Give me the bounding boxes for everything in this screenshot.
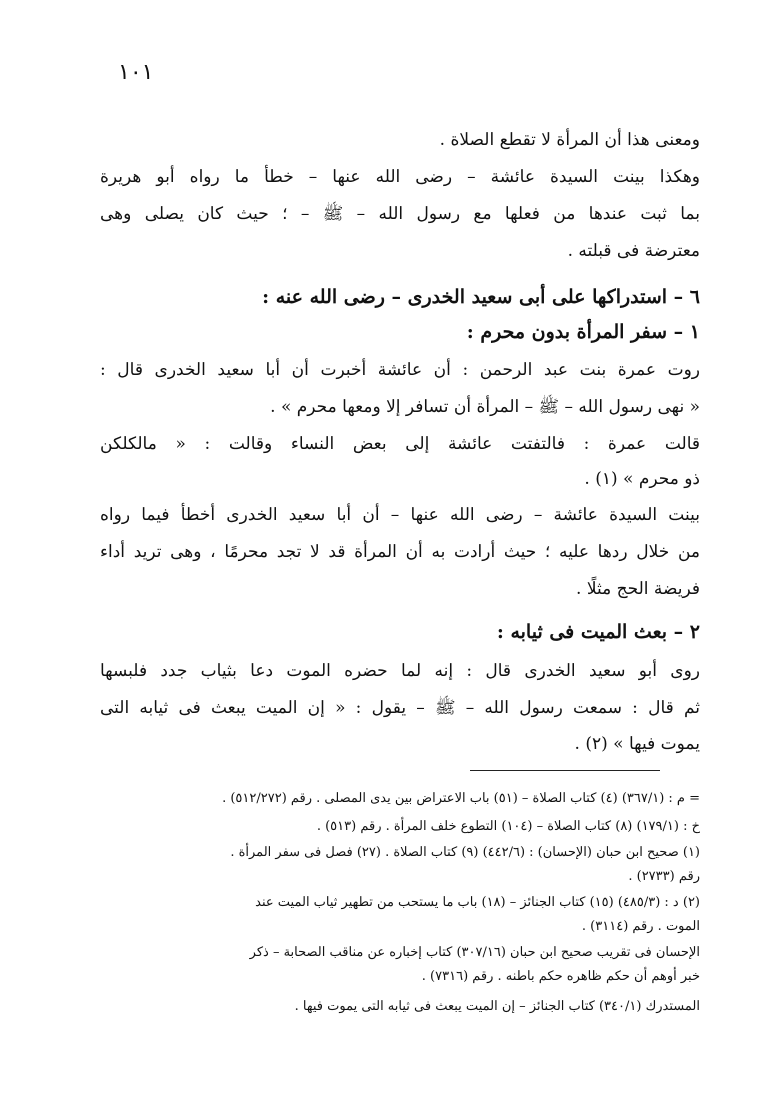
- footnote-line: خبر أوهم أن حكم ظاهره حكم باطنه . رقم (٧٣١٦) .: [421, 969, 700, 984]
- body-line: ذو محرم » (١) .: [584, 469, 700, 489]
- body-line: ومعنى هذا أن المرأة لا تقطع الصلاة .: [439, 130, 700, 150]
- subsection-heading: ٢ – بعث الميت فى ثيابه :: [496, 621, 700, 643]
- subsection-heading: ١ – سفر المرأة بدون محرم :: [466, 321, 700, 343]
- footnote-line: خ : (١٧٩/١) (٨) كتاب الصلاة – (١٠٤) التطوع خلف المرأة . رقم (٥١٣) .: [316, 819, 700, 834]
- section-heading: ٦ – استدراكها على أبى سعيد الخدرى – رضى الله عنه :: [262, 286, 700, 308]
- body-line: من خلال ردها عليه ؛ حيث أرادت به أن المرأة قد لا تجد محرمًا ، وهى تريد أداء: [100, 542, 700, 562]
- body-line: فريضة الحج مثلًا .: [576, 579, 700, 599]
- footnote-line: = م : (٣٦٧/١) (٤) كتاب الصلاة – (٥١) باب الاعتراض بين يدى المصلى . رقم (٥١٢/٢٧٢) .: [222, 791, 700, 806]
- footnote-line: المستدرك (٣٤٠/١) كتاب الجنائز – إن الميت يبعث فى ثيابه التى يموت فيها .: [294, 999, 700, 1014]
- footnote-line: الموت . رقم (٣١١٤) .: [581, 919, 700, 934]
- body-line: معترضة فى قبلته .: [567, 241, 700, 261]
- body-line: ثم قال : سمعت رسول الله – ﷺ – يقول : « إن الميت يبعث فى ثيابه التى: [100, 698, 700, 718]
- body-line: روى أبو سعيد الخدرى قال : إنه لما حضره الموت دعا بثياب جدد فلبسها: [100, 661, 700, 681]
- body-line: « نهى رسول الله – ﷺ – المرأة أن تسافر إلا ومعها محرم » .: [270, 397, 700, 417]
- body-line: يموت فيها » (٢) .: [574, 734, 700, 754]
- footnote-line: (١) صحيح ابن حبان (الإحسان) : (٤٤٢/٦) (٩) كتاب الصلاة . (٢٧) فصل فى سفر المرأة .: [230, 845, 700, 860]
- page-number: ١٠١: [118, 60, 154, 85]
- body-line: روت عمرة بنت عبد الرحمن : أن عائشة أخبرت أن أبا سعيد الخدرى قال :: [100, 360, 700, 380]
- footnote-line: (٢) د : (٤٨٥/٣) (١٥) كتاب الجنائز – (١٨) باب ما يستحب من تطهير ثياب الميت عند: [255, 895, 700, 910]
- body-line: بينت السيدة عائشة – رضى الله عنها – أن أبا سعيد الخدرى أخطأ فيما رواه: [100, 505, 700, 525]
- body-line: بما ثبت عندها من فعلها مع رسول الله – ﷺ – ؛ حيث كان يصلى وهى: [100, 204, 700, 224]
- footnote-divider: [470, 770, 660, 771]
- body-line: قالت عمرة : فالتفتت عائشة إلى بعض النساء وقالت : « مالكلكن: [100, 434, 700, 454]
- footnote-line: الإحسان فى تقريب صحيح ابن حبان (٣٠٧/١٦) كتاب إخباره عن مناقب الصحابة – ذكر: [249, 945, 700, 960]
- footnote-line: رقم (٢٧٣٣) .: [628, 869, 700, 884]
- body-line: وهكذا بينت السيدة عائشة – رضى الله عنها – خطأ ما رواه أبو هريرة: [100, 167, 700, 187]
